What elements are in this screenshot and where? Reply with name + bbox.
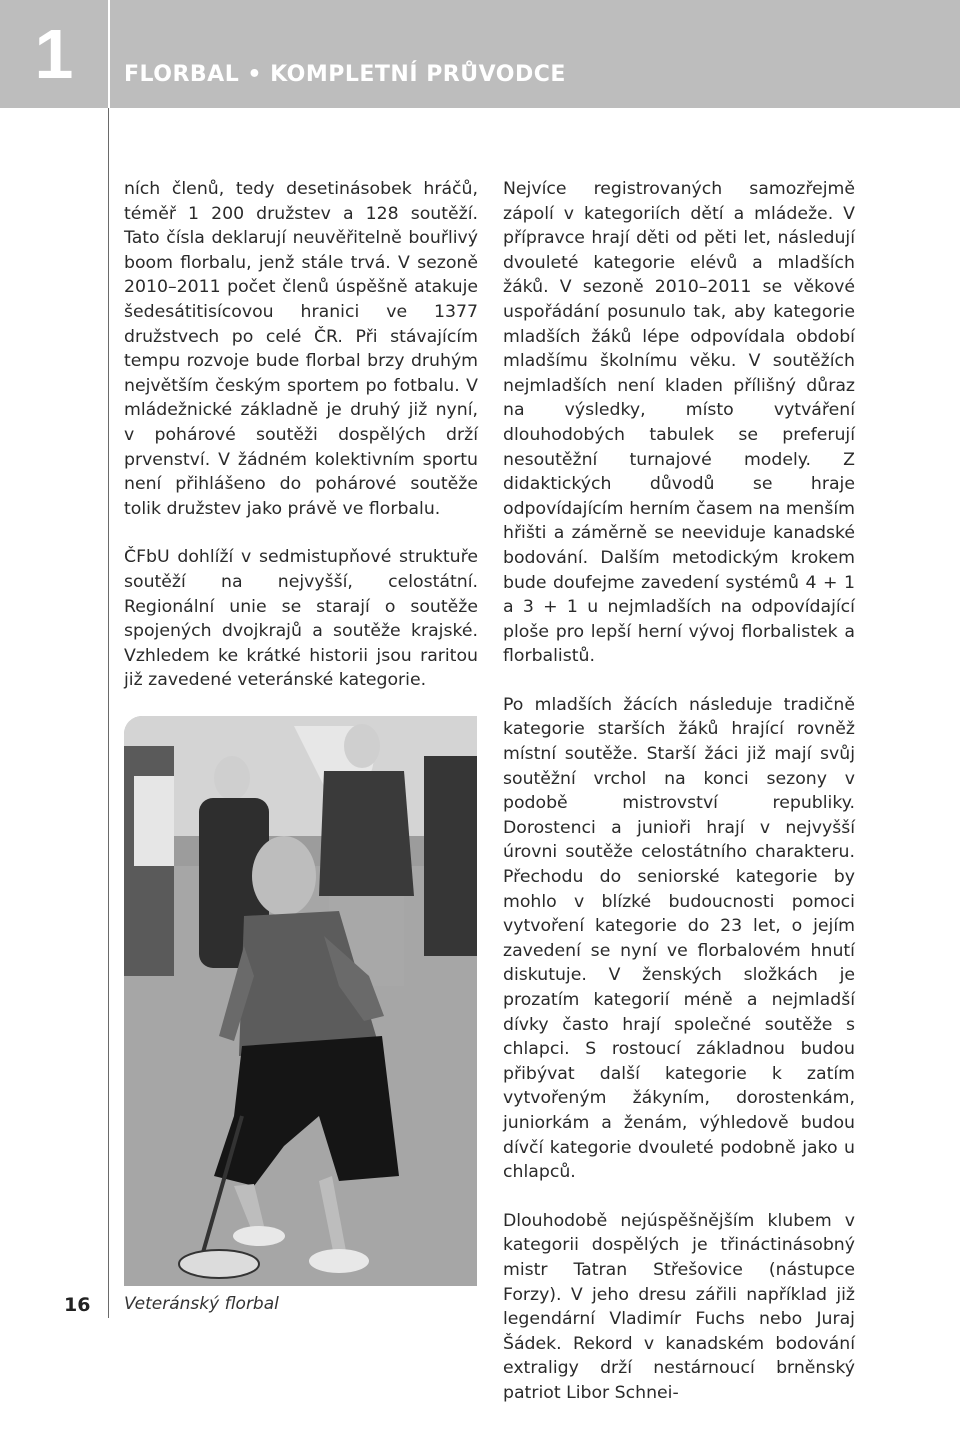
floorball-photo bbox=[124, 716, 477, 1286]
page-number: 16 bbox=[64, 1294, 91, 1316]
margin-rule bbox=[108, 108, 109, 1318]
header-divider bbox=[108, 0, 110, 108]
chapter-number: 1 bbox=[34, 15, 74, 93]
photo-caption: Veteránský florbal bbox=[124, 1294, 279, 1314]
running-title: FLORBAL • KOMPLETNÍ PRŮVODCE bbox=[124, 62, 566, 87]
right-paragraph-2: Po mladších žácích následuje tradičně kategorie starších žáků hrající rovněž místní soutěže. Starší žáci již mají svůj soutěžní vrchol na konci sezony v podobě mistrovství republiky. Dorostenci a junioři hrají v nejvyšší úrovni soutěže celostátního charakteru. Přechodu do seniorské kategorie by mohlo v blízké budoucnosti pomoci vytvoření kategorie do 23 let, o jejím zavedení se nyní ve florbalovém hnutí diskutuje. V ženských složkách je prozatím kategorií méně a nejmladší dívky často hrají společné soutěže s chlapci. S rostoucí základnou budou přibývat další kategorie k zatím vytvořeným žákyním, dorostenkám, juniorkám a ženám, výhledově budou dívčí kategorie dvouleté podobně jako u chlapců. bbox=[503, 694, 855, 1183]
right-column bbox=[503, 177, 855, 1430]
header-bar bbox=[0, 0, 960, 108]
left-paragraph-1: ních členů, tedy desetinásobek hráčů, téměř 1 200 družstev a 128 soutěží. Tato čísla deklarují neuvěřitelně bouřlivý boom florbalu, jenž stále trvá. V sezoně 2010–2011 počet členů úspěšně atakuje šedesátitisícovou hranici ve 1377 družstvech po celé ČR. Při stávajícím tempu rozvoje bude florbal brzy druhým největším českým sportem po fotbalu. V mládežnické základně je druhý již nyní, v pohárové soutěži dospělých drží prvenství. V žádném kolektivním sportu není přihlášeno do pohárové soutěže tolik družstev jako právě ve florbalu. bbox=[124, 179, 478, 519]
right-paragraph-1: Nejvíce registrovaných samozřejmě zápolí v kategoriích dětí a mládeže. V přípravce hrají děti od pěti let, následují dvouleté kategorie elévů a mladších žáků. V sezoně 2010–2011 se věkové uspořádání posunulo tak, aby kategorie mladších žáků lépe odpovídala období mladšímu školnímu věku. V soutěžích nejmladších není kladen přílišný důraz na výsledky, místo vytváření dlouhodobých tabulek se preferují nesoutěžní turnajové modely. Z didaktických důvodů se hraje odpovídajícím herním časem na menším hřišti a záměrně se neeviduje kanadské bodování. Dalším metodickým krokem bude doufejme zavedení systémů 4 + 1 a 3 + 1 u nejmladších na odpovídající ploše pro lepší herní vývoj florbalistek a florbalistů. bbox=[503, 179, 855, 667]
right-paragraph-3: Dlouhodobě nejúspěšnějším klubem v kategorii dospělých je třináctinásobný mistr Tatran Střešovice (nástupce Forzy). V jeho dresu zářili například již legendární Vladimír Fuchs nebo Juraj Šádek. Rekord v kanadském bodování extraligy drží nestárnoucí brněnský patriot Libor Schnei- bbox=[503, 1210, 855, 1403]
left-column bbox=[124, 177, 478, 717]
left-paragraph-2: ČFbU dohlíží v sedmistupňové struktuře soutěží na nejvyšší, celostátní. Regionální unie se starají o soutěže spojených dvojkrajů a soutěže krajské. Vzhledem ke krátké historii jsou raritou již zavedené veteránské kategorie. bbox=[124, 547, 478, 691]
photo-illustration bbox=[124, 716, 477, 1286]
